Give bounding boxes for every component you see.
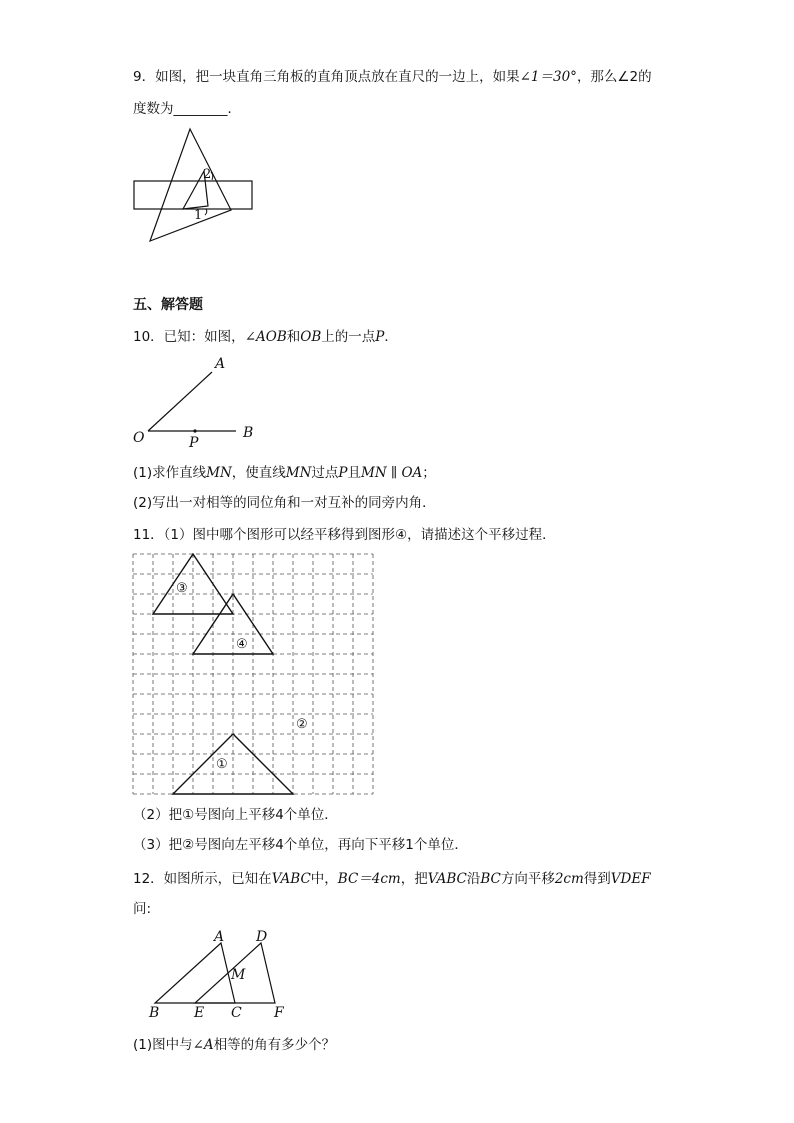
- q10-label-P: P: [189, 435, 199, 451]
- q11-part1: 11．（1）图中哪个图形可以经平移得到图形④，请描述这个平移过程．: [133, 527, 556, 543]
- q12-label-F: F: [274, 1005, 284, 1021]
- q9-fig-label-2: 2: [203, 167, 212, 182]
- q11-label-3: ③: [176, 581, 188, 596]
- q12-line2: 问:: [133, 901, 152, 917]
- q9-line2: 度数为________．: [133, 101, 241, 117]
- q12-label-C: C: [231, 1005, 242, 1021]
- q12-label-B: B: [149, 1005, 160, 1021]
- q10-label-O: O: [133, 430, 145, 446]
- q12-triangle-ABC: [155, 943, 235, 1003]
- section5-title: 五、解答题: [133, 297, 203, 313]
- q10-label-A: A: [215, 356, 226, 372]
- q11-part2: （2）把①号图向上平移4个单位．: [133, 807, 338, 823]
- q11-label-4: ④: [236, 637, 248, 652]
- q12-label-D: D: [256, 929, 268, 945]
- q11-label-2: ②: [296, 717, 308, 732]
- q10-part2: (2)写出一对相等的同位角和一对互补的同旁内角．: [133, 495, 436, 511]
- q9-line1: 9．如图，把一块直角三角板的直角顶点放在直尺的一边上，如果∠1＝30°，那么∠2的: [133, 69, 652, 85]
- q12-line1: 12．如图所示，已知在VABC中，BC＝4cm，把VABC沿BC方向平移2cm得到VDEF: [133, 871, 651, 887]
- q10-line: 10．已知：如图，∠AOB和OB上的一点P．: [133, 329, 398, 345]
- q12-label-E: E: [194, 1005, 205, 1021]
- q12-part1: (1)图中与∠A相等的角有多少个？: [133, 1037, 336, 1053]
- q11-label-1: ①: [216, 757, 228, 772]
- q9-angle1: ∠1＝30°: [519, 69, 577, 85]
- q12-label-M: M: [231, 967, 246, 983]
- q11-part3: （3）把②号图向左平移4个单位，再向下平移1个单位．: [133, 837, 468, 853]
- q10-part1: (1)求作直线MN，使直线MN过点P且MN ∥ OA；: [133, 465, 436, 481]
- q10-label-B: B: [243, 425, 254, 441]
- q12-label-A: A: [214, 929, 225, 945]
- q9-fig-label-1: 1: [194, 208, 203, 223]
